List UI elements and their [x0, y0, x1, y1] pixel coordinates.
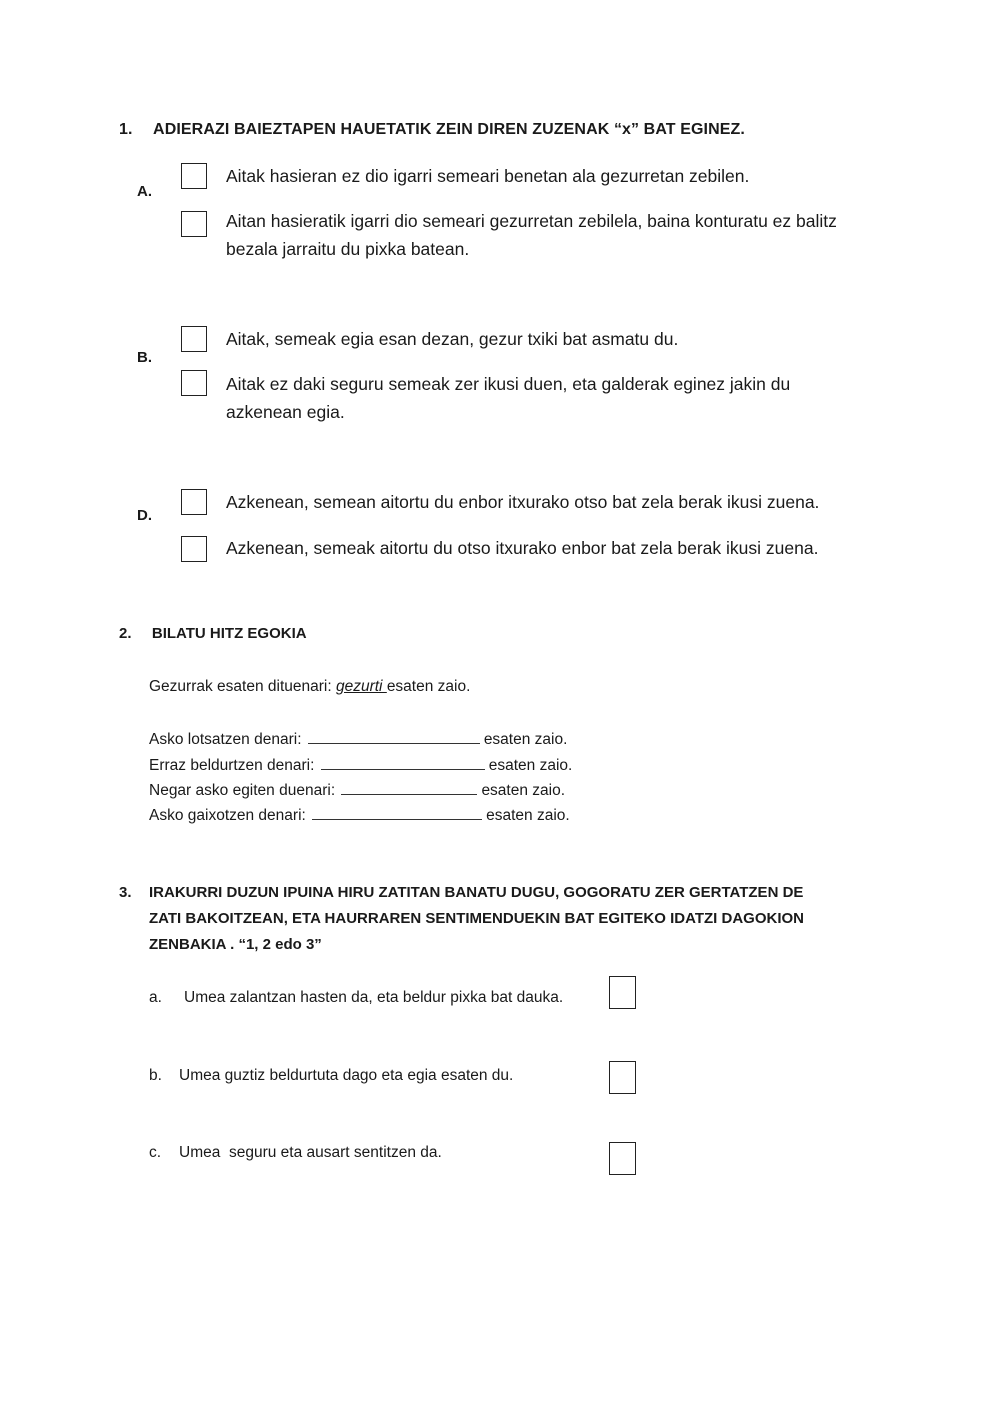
q3-heading	[119, 880, 132, 906]
q2-title: BILATU HITZ EGOKIA	[151, 625, 307, 642]
q3-item-a-answer-box[interactable]	[609, 976, 636, 1009]
q1-a-option2-text: Aitan hasieratik igarri dio semeari gezurretan zebilela, baina konturatu ez balitz bezala jarraitu du pixka batean.	[226, 211, 837, 259]
q2-line-2-suffix: esaten zaio.	[488, 757, 573, 774]
q2-number: 2.	[119, 625, 132, 642]
q2-example-prefix: Gezurrak esaten dituenari:	[149, 678, 336, 695]
q2-line-3-blank[interactable]	[341, 780, 477, 795]
q1-d-option1-text: Azkenean, semean aitortu du enbor itxurako otso bat zela berak ikusi zuena.	[226, 492, 820, 512]
q3-item-a	[149, 988, 563, 1008]
q3-title-line-2: ZATI BAKOITZEAN, ETA HAURRAREN SENTIMENDUEKIN BAT EGITEKO IDATZI DAGOKION	[149, 910, 804, 927]
q2-line-1-prefix: Asko lotsatzen denari:	[149, 731, 306, 748]
q1-number: 1.	[119, 121, 133, 138]
q3-item-b-answer-box[interactable]	[609, 1061, 636, 1094]
q2-heading	[119, 621, 307, 647]
q3-item-c-answer-box[interactable]	[609, 1142, 636, 1175]
q1-b-option1-text: Aitak, semeak egia esan dezan, gezur txiki bat asmatu du.	[226, 329, 679, 349]
q1-b-option1-checkbox[interactable]	[181, 326, 207, 352]
q1-group-a-label: A.	[137, 183, 152, 200]
q3-title	[149, 880, 889, 958]
q1-group-d-label: D.	[137, 507, 152, 524]
q2-line-4-blank[interactable]	[312, 805, 482, 820]
q2-example	[149, 677, 470, 697]
q2-line-3-suffix: esaten zaio.	[481, 782, 566, 799]
q2-line-4-suffix: esaten zaio.	[486, 807, 570, 824]
q3-item-b-letter: b.	[149, 1067, 162, 1084]
q2-line-2-prefix: Erraz beldurtzen denari:	[149, 757, 319, 774]
q1-title: ADIERAZI BAIEZTAPEN HAUETATIK ZEIN DIREN ZUZENAK “x” BAT EGINEZ.	[153, 121, 745, 138]
q2-example-answer: gezurti	[335, 678, 387, 695]
q2-line-2-blank[interactable]	[321, 755, 485, 770]
q1-d-option2-text: Azkenean, semeak aitortu du otso itxurako enbor bat zela berak ikusi zuena.	[226, 538, 819, 558]
q1-heading	[119, 121, 745, 139]
q3-item-b-text: Umea guztiz beldurtuta dago eta egia esaten du.	[179, 1067, 514, 1084]
q1-a-option1-text: Aitak hasieran ez dio igarri semeari benetan ala gezurretan zebilen.	[226, 166, 750, 186]
q2-line-4	[149, 805, 570, 826]
q3-item-a-text: Umea zalantzan hasten da, eta beldur pixka bat dauka.	[184, 989, 564, 1006]
q1-d-option1-checkbox[interactable]	[181, 489, 207, 515]
q2-example-suffix: esaten zaio.	[386, 678, 471, 695]
q1-a-option2-checkbox[interactable]	[181, 211, 207, 237]
q1-b-option2-text: Aitak ez daki seguru semeak zer ikusi duen, eta galderak eginez jakin du azkenean egia.	[226, 374, 791, 422]
q2-line-2	[149, 755, 572, 776]
q2-line-4-prefix: Asko gaixotzen denari:	[149, 807, 311, 824]
q1-b-option2-checkbox[interactable]	[181, 370, 207, 396]
q2-line-3	[149, 780, 565, 801]
q2-line-1	[149, 729, 567, 750]
q2-line-1-suffix: esaten zaio.	[483, 731, 568, 748]
q3-title-line-1: IRAKURRI DUZUN IPUINA HIRU ZATITAN BANATU DUGU, GOGORATU ZER GERTATZEN DE	[149, 884, 804, 901]
q3-item-c-text: Umea seguru eta ausart sentitzen da.	[179, 1144, 442, 1161]
q3-item-a-letter: a.	[149, 989, 162, 1006]
q3-item-c-letter: c.	[149, 1144, 162, 1161]
q2-line-3-prefix: Negar asko egiten duenari:	[149, 782, 340, 799]
q1-a-option1-checkbox[interactable]	[181, 163, 207, 189]
q3-item-b	[149, 1066, 513, 1086]
q2-line-1-blank[interactable]	[308, 729, 480, 744]
q1-d-option2-checkbox[interactable]	[181, 536, 207, 562]
q3-number: 3.	[119, 884, 132, 901]
q3-item-c	[149, 1143, 442, 1163]
q1-group-b-label: B.	[137, 349, 152, 366]
q3-title-line-3: ZENBAKIA . “1, 2 edo 3”	[149, 936, 322, 953]
